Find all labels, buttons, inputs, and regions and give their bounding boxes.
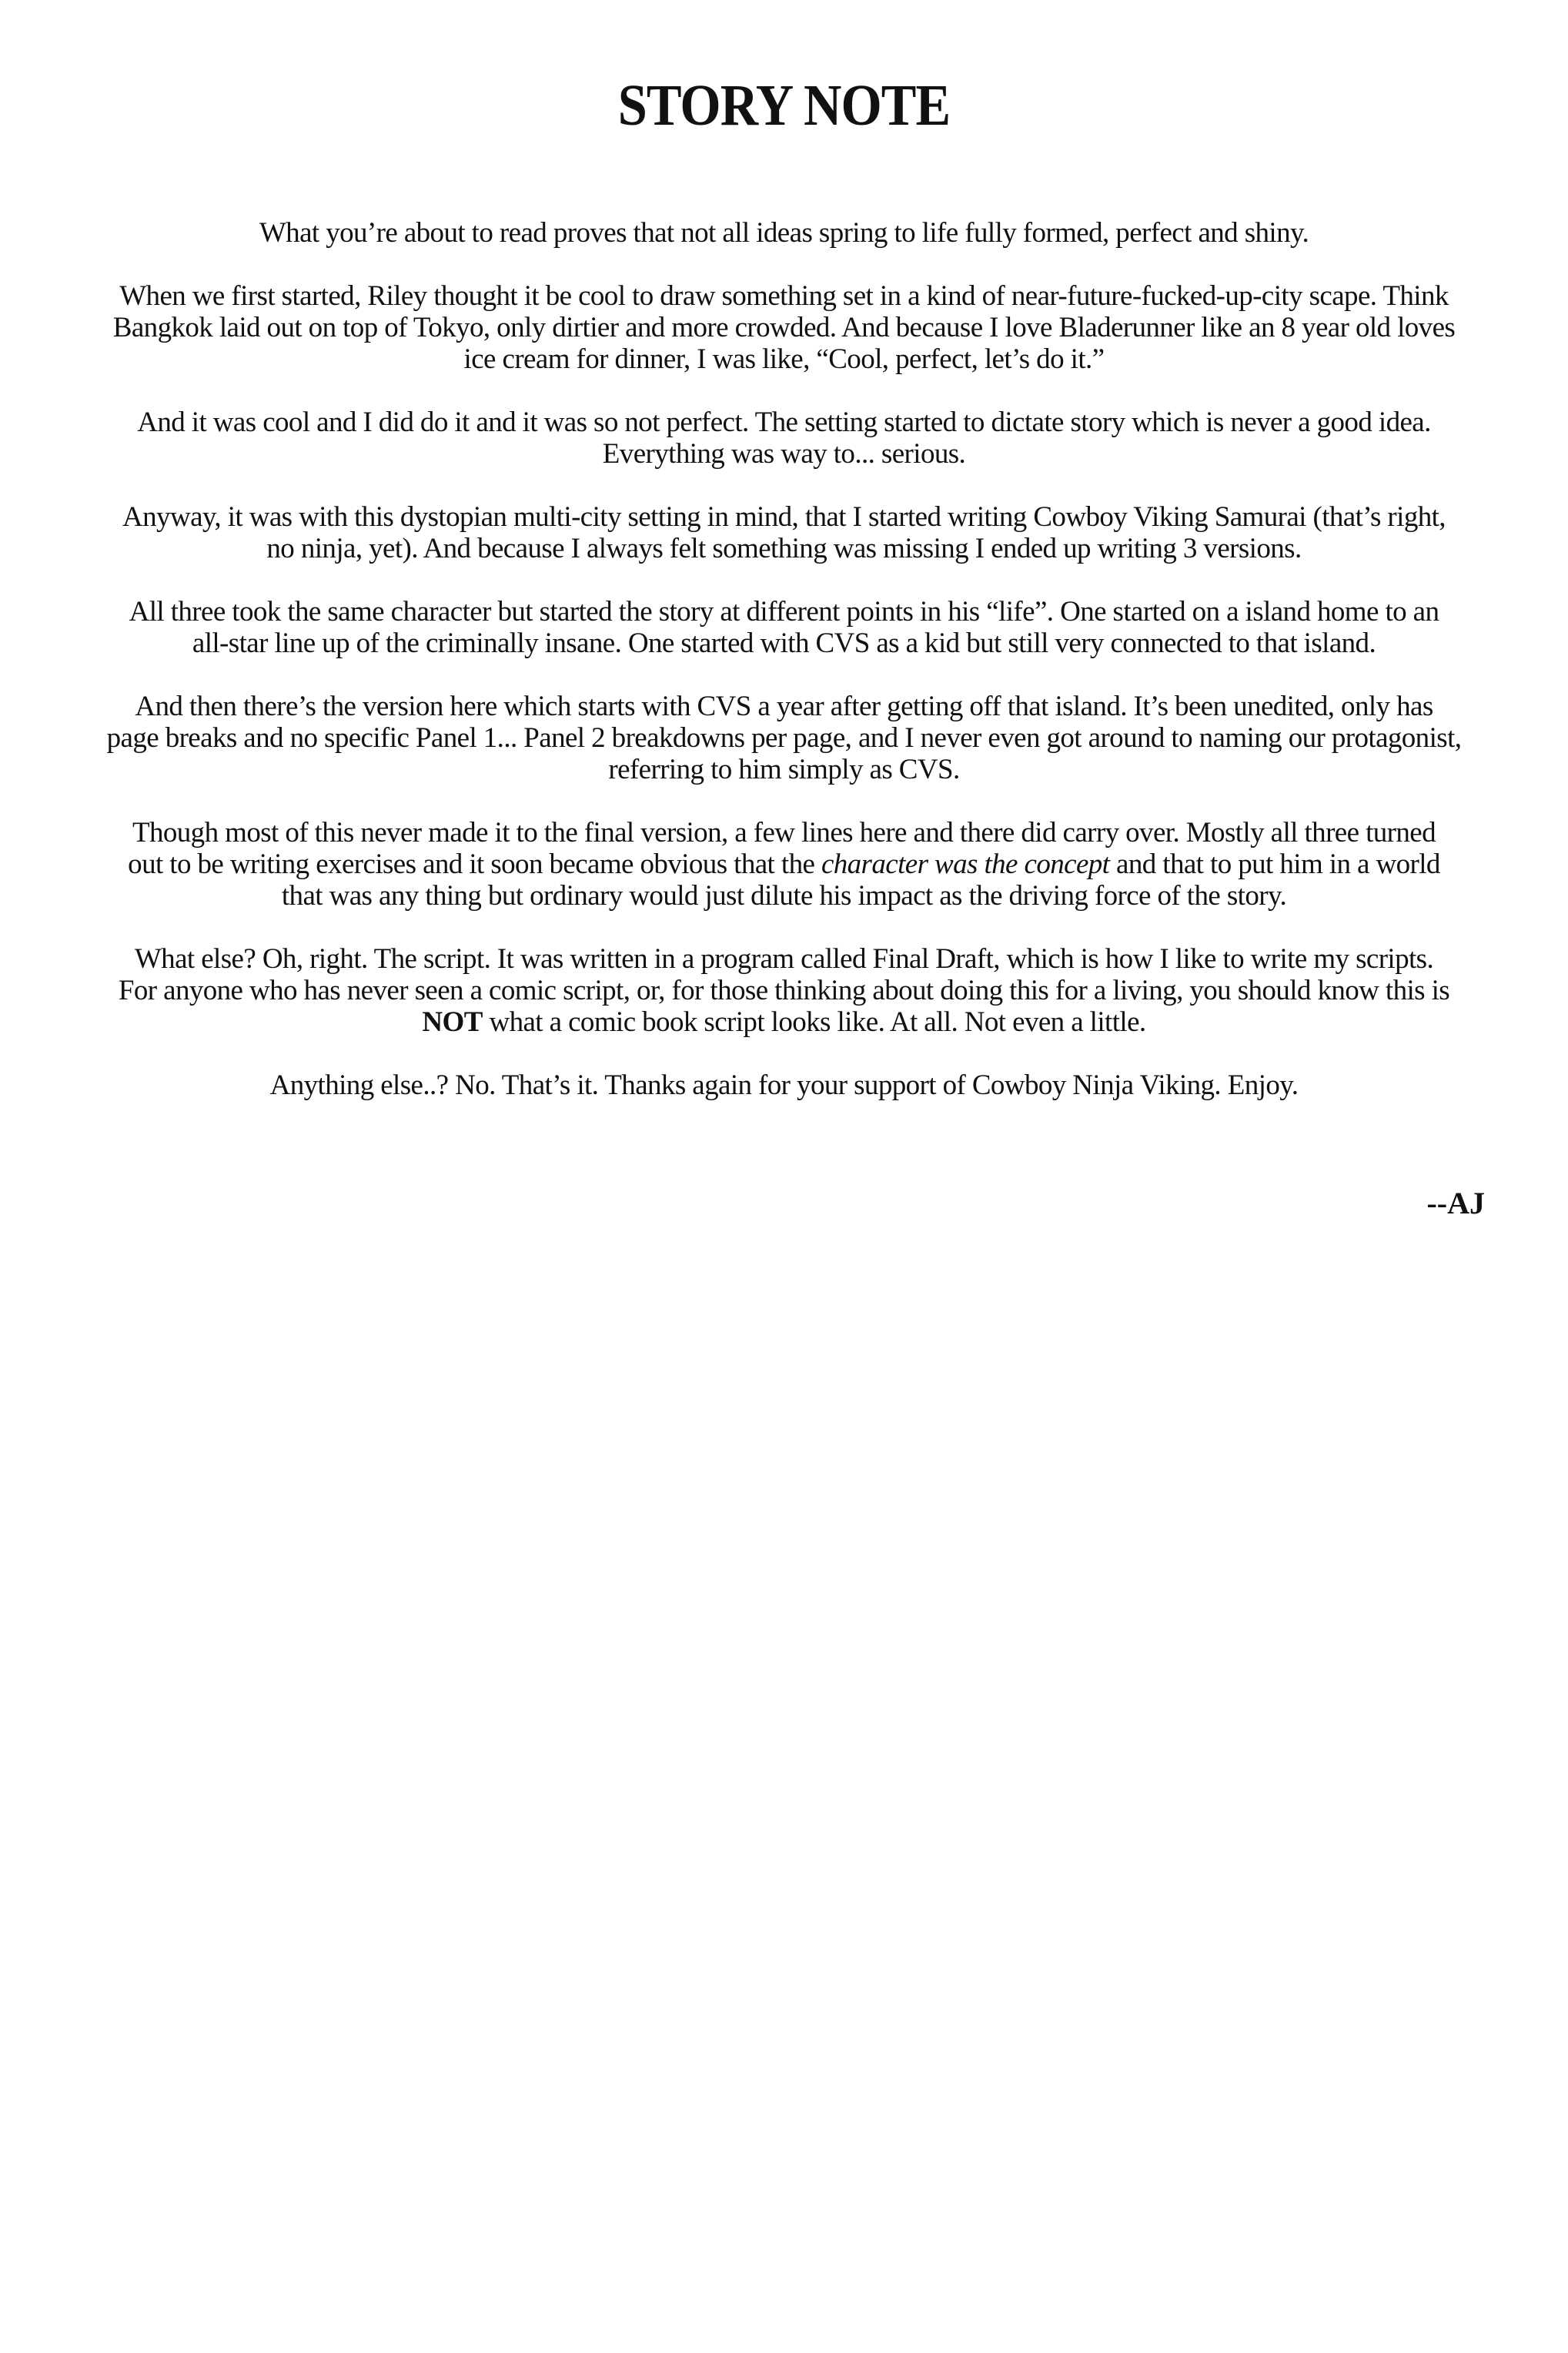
text-line: that was any thing but ordinary would just dilute his impact as the driving force of the story. bbox=[281, 880, 1287, 912]
paragraph-three-versions bbox=[83, 596, 1485, 659]
strong-text: NOT bbox=[422, 1006, 483, 1038]
text-line: ice cream for dinner, I was like, “Cool, perfect, let’s do it.” bbox=[463, 343, 1105, 375]
signature: --AJ bbox=[1426, 1186, 1485, 1220]
text-line: referring to him simply as CVS. bbox=[608, 754, 960, 785]
text-line: When we first started, Riley thought it be cool to draw something set in a kind of near-future-fucked-up-city scape. Think bbox=[119, 280, 1449, 312]
text-line: All three took the same character but started the story at different points in his “life”. One started on a island home to an bbox=[129, 596, 1439, 628]
paragraph-origin bbox=[83, 280, 1485, 375]
paragraph-intro bbox=[83, 217, 1485, 249]
text-line: And it was cool and I did do it and it was so not perfect. The setting started to dictate story which is never a good idea. bbox=[137, 407, 1431, 438]
text-line: Though most of this never made it to the final version, a few lines here and there did carry over. Mostly all three turned bbox=[132, 817, 1436, 848]
paragraph-setting bbox=[83, 407, 1485, 470]
text-line bbox=[83, 1006, 1485, 1038]
text-segment: out to be writing exercises and it soon became obvious that the bbox=[128, 848, 821, 880]
text-line: page breaks and no specific Panel 1... Panel 2 breakdowns per page, and I never even got around to naming our protagonist, bbox=[106, 722, 1462, 754]
emphasis-text: character was the concept bbox=[821, 848, 1110, 880]
text-line: no ninja, yet). And because I always felt something was missing I ended up writing 3 versions. bbox=[266, 533, 1302, 564]
paragraph-script bbox=[83, 943, 1485, 1038]
text-line: Anything else..? No. That’s it. Thanks again for your support of Cowboy Ninja Viking. Enjoy. bbox=[269, 1069, 1299, 1101]
text-line: What you’re about to read proves that not all ideas spring to life fully formed, perfect and shiny. bbox=[259, 217, 1309, 249]
paragraph-concept bbox=[83, 817, 1485, 912]
text-line: Everything was way to... serious. bbox=[602, 438, 966, 470]
text-line: And then there’s the version here which starts with CVS a year after getting off that island. It’s been unedited, only has bbox=[135, 691, 1433, 722]
paragraph-versions bbox=[83, 501, 1485, 564]
paragraph-closing bbox=[83, 1069, 1485, 1101]
text-line: Anyway, it was with this dystopian multi-city setting in mind, that I started writing Cowboy Viking Samurai (that’s right, bbox=[122, 501, 1446, 533]
text-line bbox=[83, 848, 1485, 880]
text-line: For anyone who has never seen a comic script, or, for those thinking about doing this for a living, you should know this is bbox=[118, 975, 1450, 1006]
paragraph-this-version bbox=[83, 691, 1485, 785]
page-title: STORY NOTE bbox=[617, 73, 951, 138]
story-note-body bbox=[83, 217, 1485, 1221]
text-line: all-star line up of the criminally insane. One started with CVS as a kid but still very connected to that island. bbox=[192, 628, 1376, 659]
text-line: Bangkok laid out on top of Tokyo, only dirtier and more crowded. And because I love Bladerunner like an 8 year old loves bbox=[112, 312, 1456, 343]
text-segment: what a comic book script looks like. At all. Not even a little. bbox=[482, 1006, 1146, 1038]
text-line: What else? Oh, right. The script. It was written in a program called Final Draft, which is how I like to write my scripts. bbox=[134, 943, 1434, 975]
text-segment: and that to put him in a world bbox=[1109, 848, 1440, 880]
